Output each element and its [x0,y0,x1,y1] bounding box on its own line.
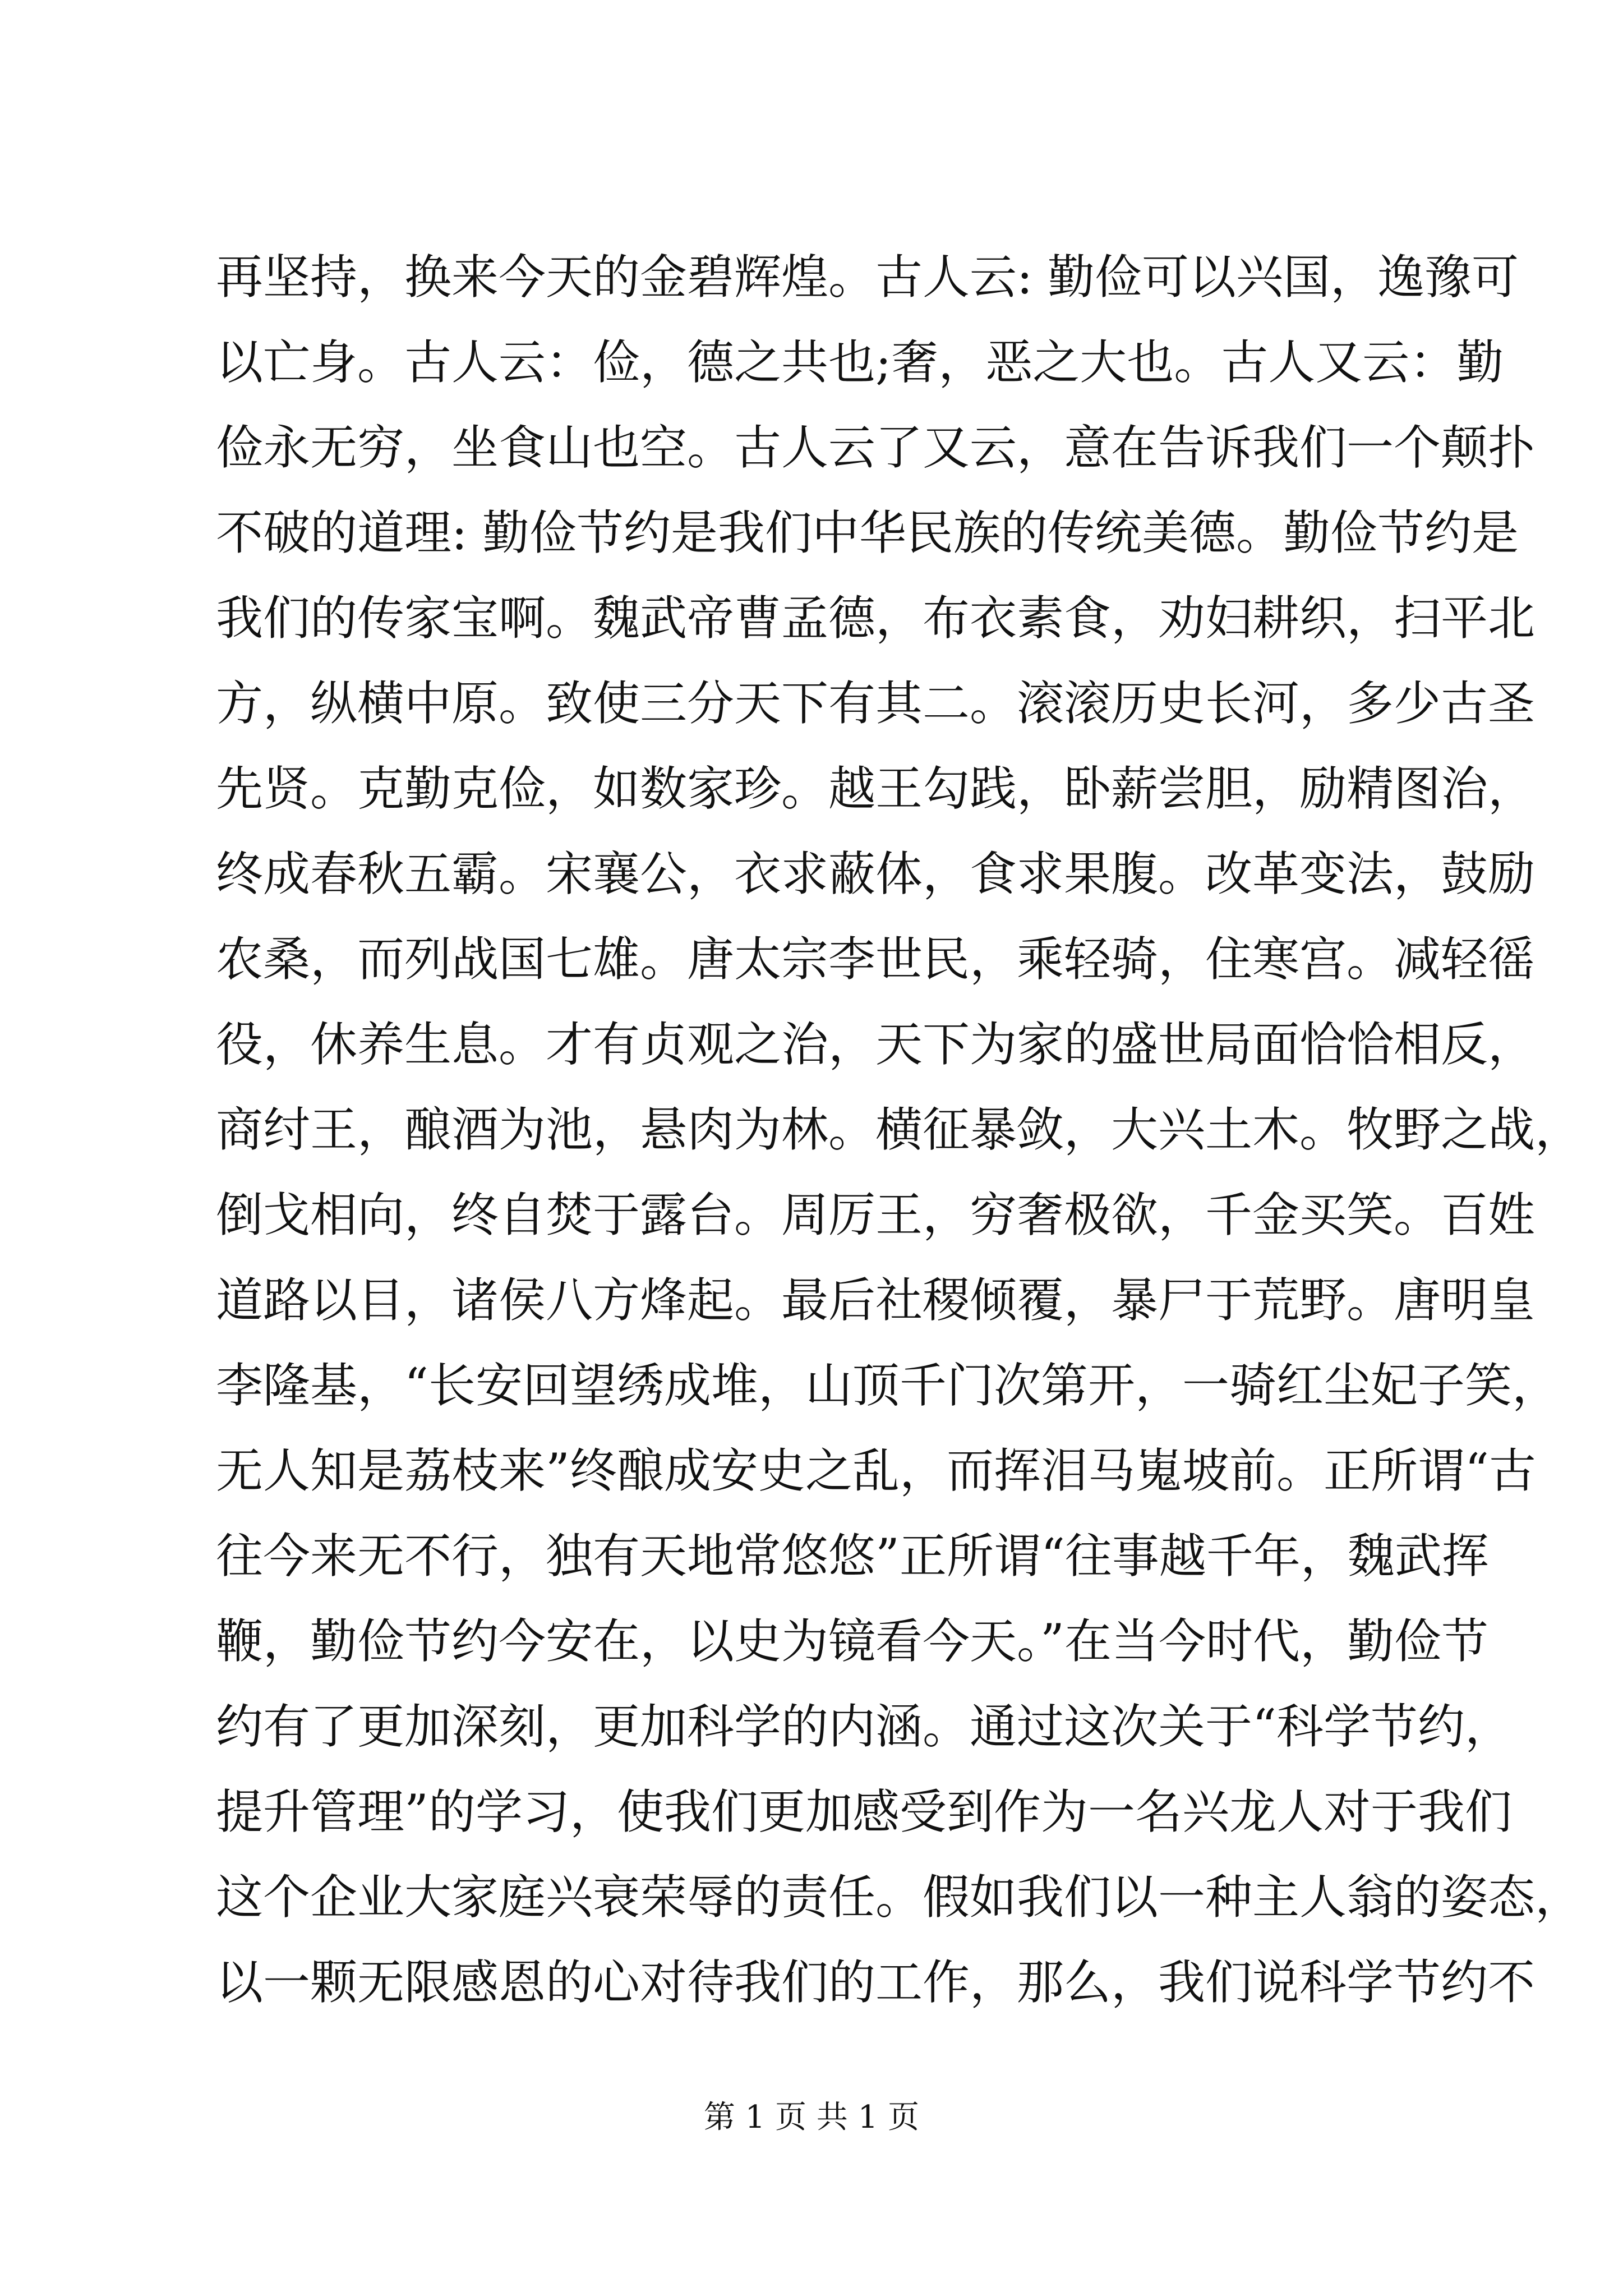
text-line: 方，纵横中原。致使三分天下有其二。滚滚历史长河，多少古圣 [216,676,1536,731]
text-line: 不破的道理: 勤俭节约是我们中华民族的传统美德。勤俭节约是 [216,505,1519,560]
page-footer: 第 1 页 共 1 页 [703,2099,920,2136]
text-line: 以一颗无限感恩的心对待我们的工作，那么，我们说科学节约不 [216,1955,1536,2010]
text-line: 俭永无穷，坐食山也空。古人云了又云，意在告诉我们一个颠扑 [216,420,1536,475]
body-text [216,234,1583,2025]
text-line: 鞭，勤俭节约今安在，以史为镜看今天。”在当今时代，勤俭节 [216,1614,1488,1669]
text-line: 李隆基，“长安回望绣成堆，山顶千门次第开，一骑红尘妃子笑， [216,1358,1559,1413]
text-line: 约有了更加深刻，更加科学的内涵。通过这次关于“科学节约， [216,1699,1512,1754]
text-line: 这个企业大家庭兴衰荣辱的责任。假如我们以一种主人翁的姿态， [216,1870,1583,1925]
text-line: 无人知是荔枝来”终酿成安史之乱，而挥泪马嵬坡前。正所谓“古 [216,1443,1536,1498]
text-line: 再坚持，换来今天的金碧辉煌。古人云: 勤俭可以兴国，逸豫可 [216,250,1519,305]
text-line: 役，休养生息。才有贞观之治，天下为家的盛世局面恰恰相反， [216,1017,1536,1072]
text-line: 农桑，而列战国七雄。唐太宗李世民，乘轻骑，住寒宫。减轻徭 [216,932,1536,987]
text-line: 以亡身。古人云：俭，德之共也;奢，恶之大也。古人又云：勤 [216,335,1504,390]
text-line: 提升管理”的学习，使我们更加感受到作为一名兴龙人对于我们 [216,1784,1512,1839]
text-line: 终成春秋五霸。宋襄公，衣求蔽体，食求果腹。改革变法，鼓励 [216,846,1536,901]
text-line: 商纣王，酿酒为池，悬肉为林。横征暴敛，大兴土木。牧野之战， [216,1102,1583,1157]
text-line: 先贤。克勤克俭，如数家珍。越王勾践，卧薪尝胆，励精图治， [216,761,1536,816]
text-line: 我们的传家宝啊。魏武帝曹孟德，布衣素食，劝妇耕织，扫平北 [216,591,1536,646]
text-line: 道路以目，诸侯八方烽起。最后社稷倾覆，暴尸于荒野。唐明皇 [216,1273,1536,1328]
text-line: 往今来无不行，独有天地常悠悠”正所谓“往事越千年，魏武挥 [216,1529,1489,1584]
text-line: 倒戈相向，终自焚于露台。周厉王，穷奢极欲，千金买笑。百姓 [216,1188,1536,1243]
